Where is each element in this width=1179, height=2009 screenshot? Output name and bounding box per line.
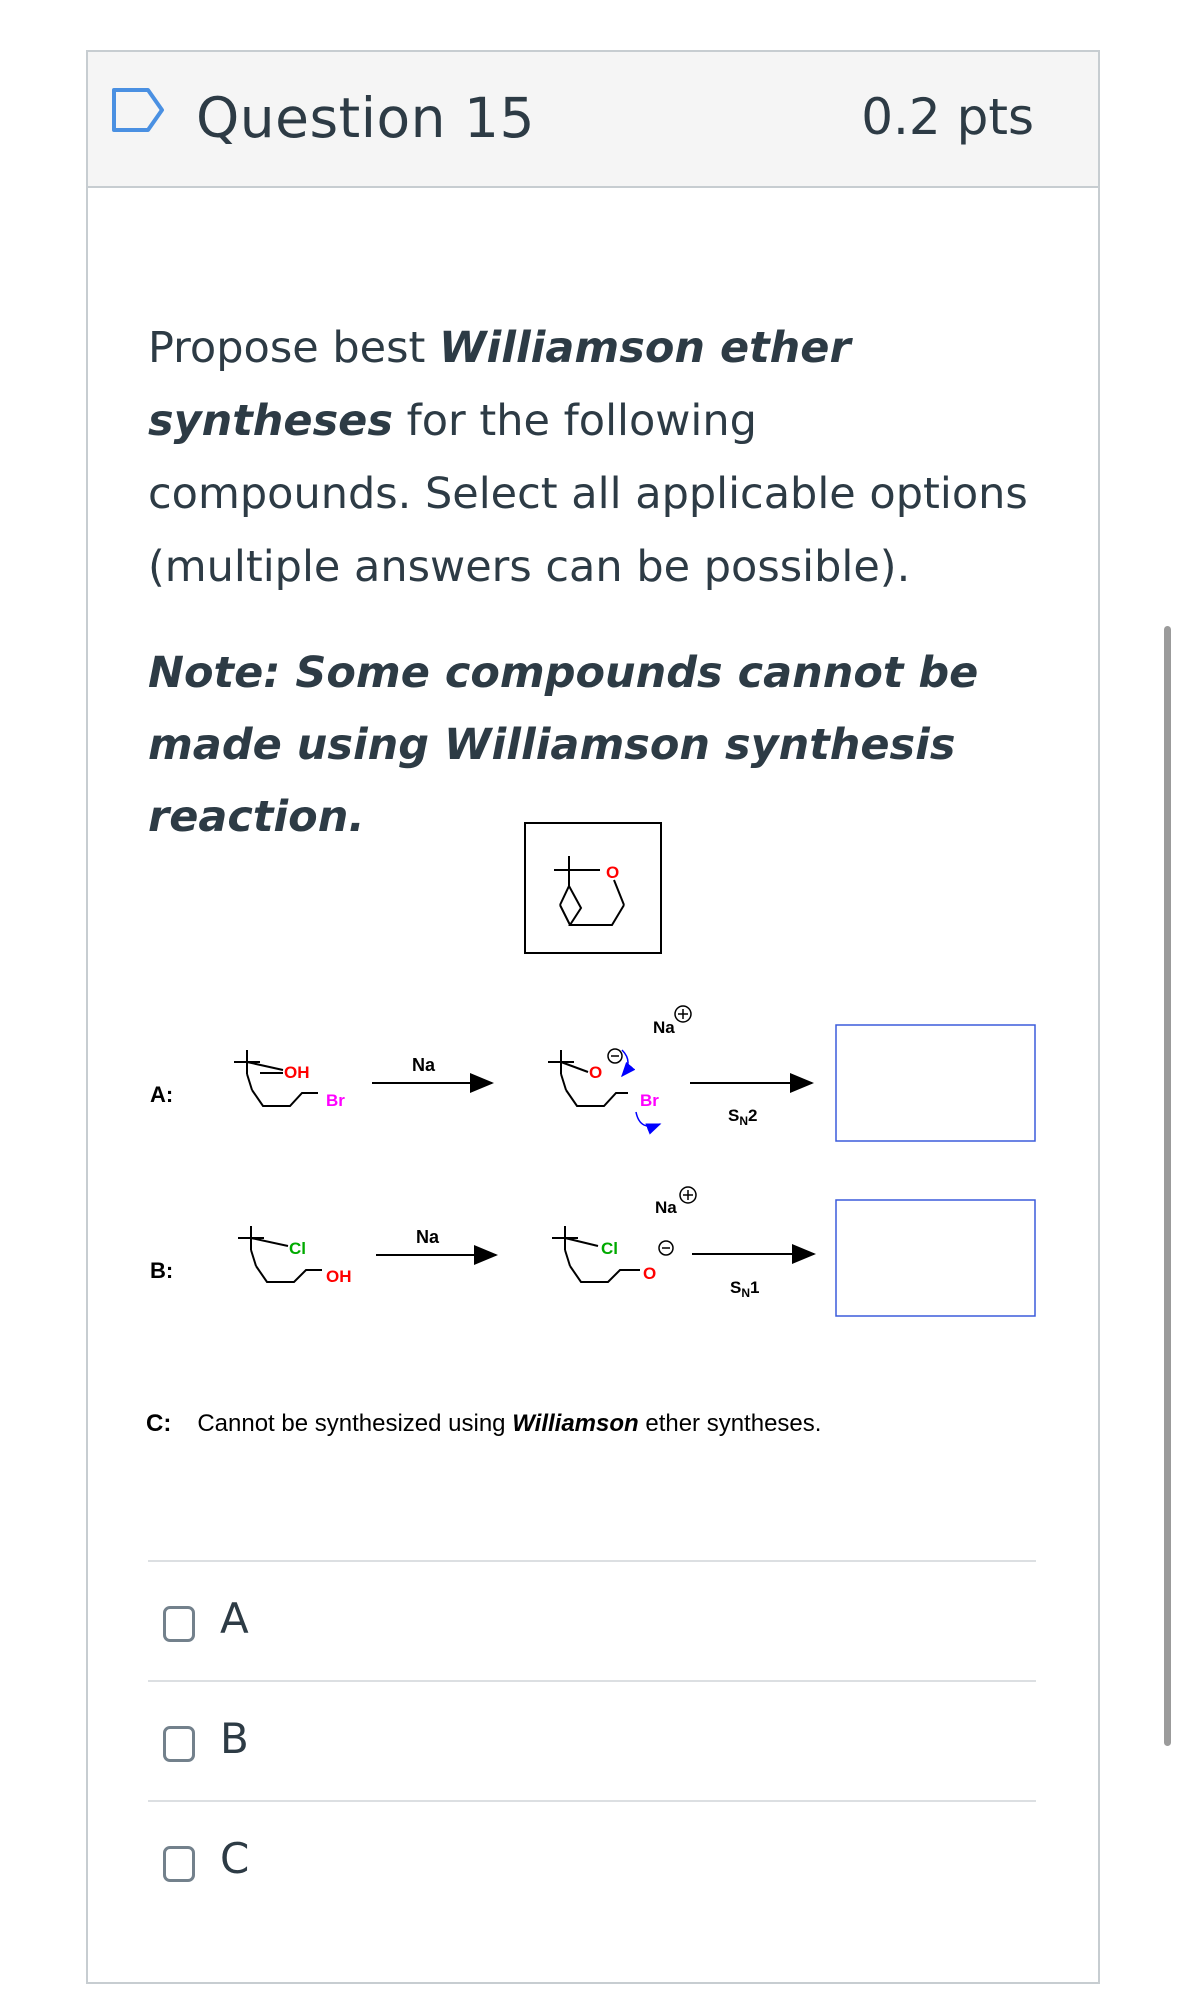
prompt-emphasis: Williamson ether syntheses xyxy=(148,323,851,446)
row-b-counterion: Na xyxy=(655,1198,677,1217)
row-a-counterion: Na xyxy=(653,1018,675,1037)
row-b-reagent: Na xyxy=(416,1227,440,1247)
row-a-answer-box[interactable] xyxy=(836,1025,1035,1141)
row-b-inter-o: O xyxy=(643,1264,657,1283)
prompt-tail: for the following compounds. Select all applicable options (multiple answers can be possible). xyxy=(148,396,1028,592)
row-b-mech-num: 1 xyxy=(750,1278,760,1297)
checkbox-icon[interactable] xyxy=(163,1726,195,1762)
answer-label: C xyxy=(220,1834,250,1883)
row-b-mechanism xyxy=(730,1278,759,1300)
row-a-inter-o: O xyxy=(589,1063,603,1082)
answer-option-c[interactable] xyxy=(148,1800,1036,1920)
row-a-reagent: Na xyxy=(412,1055,436,1075)
target-oxygen: O xyxy=(606,863,620,882)
row-b-inter-cl: Cl xyxy=(601,1239,618,1258)
question-note: Note: Some compounds cannot be made using Williamson synthesis reaction. xyxy=(148,648,979,842)
row-b-cl: Cl xyxy=(289,1239,306,1258)
scrollbar[interactable] xyxy=(1164,626,1171,1746)
row-b-oh: OH xyxy=(326,1267,352,1286)
answer-options xyxy=(148,1560,1036,1920)
answer-label: B xyxy=(220,1714,249,1763)
answer-option-a[interactable] xyxy=(148,1560,1036,1680)
row-a-mech-n: N xyxy=(739,1114,749,1128)
row-b-label: B: xyxy=(150,1258,174,1283)
row-c-pre: Cannot be synthesized using xyxy=(197,1410,513,1437)
row-a-mech-num: 2 xyxy=(748,1106,758,1125)
row-c-label: C: xyxy=(146,1410,172,1437)
row-b-mech-s: S xyxy=(730,1278,742,1297)
row-c-emphasis: Williamson xyxy=(512,1410,639,1437)
checkbox-icon[interactable] xyxy=(163,1606,195,1642)
row-a xyxy=(150,1006,1035,1141)
checkbox-icon[interactable] xyxy=(163,1846,195,1882)
answer-label: A xyxy=(220,1594,249,1643)
row-a-oh: OH xyxy=(284,1063,310,1082)
question-points: 0.2 pts xyxy=(861,88,1034,146)
row-a-br: Br xyxy=(326,1091,345,1110)
row-c-post: ether syntheses. xyxy=(638,1410,822,1437)
row-c xyxy=(146,1410,821,1438)
row-b xyxy=(150,1187,1035,1316)
prompt-lead: Propose best xyxy=(148,323,440,373)
row-a-mech-s: S xyxy=(728,1106,740,1125)
answer-option-b[interactable] xyxy=(148,1680,1036,1800)
row-b-answer-box[interactable] xyxy=(836,1200,1035,1316)
row-a-mechanism xyxy=(728,1106,757,1128)
row-b-mech-n: N xyxy=(741,1286,751,1300)
row-a-inter-br: Br xyxy=(640,1091,659,1110)
question-title: Question 15 xyxy=(196,86,535,150)
row-a-label: A: xyxy=(150,1082,174,1107)
target-molecule xyxy=(525,823,661,953)
